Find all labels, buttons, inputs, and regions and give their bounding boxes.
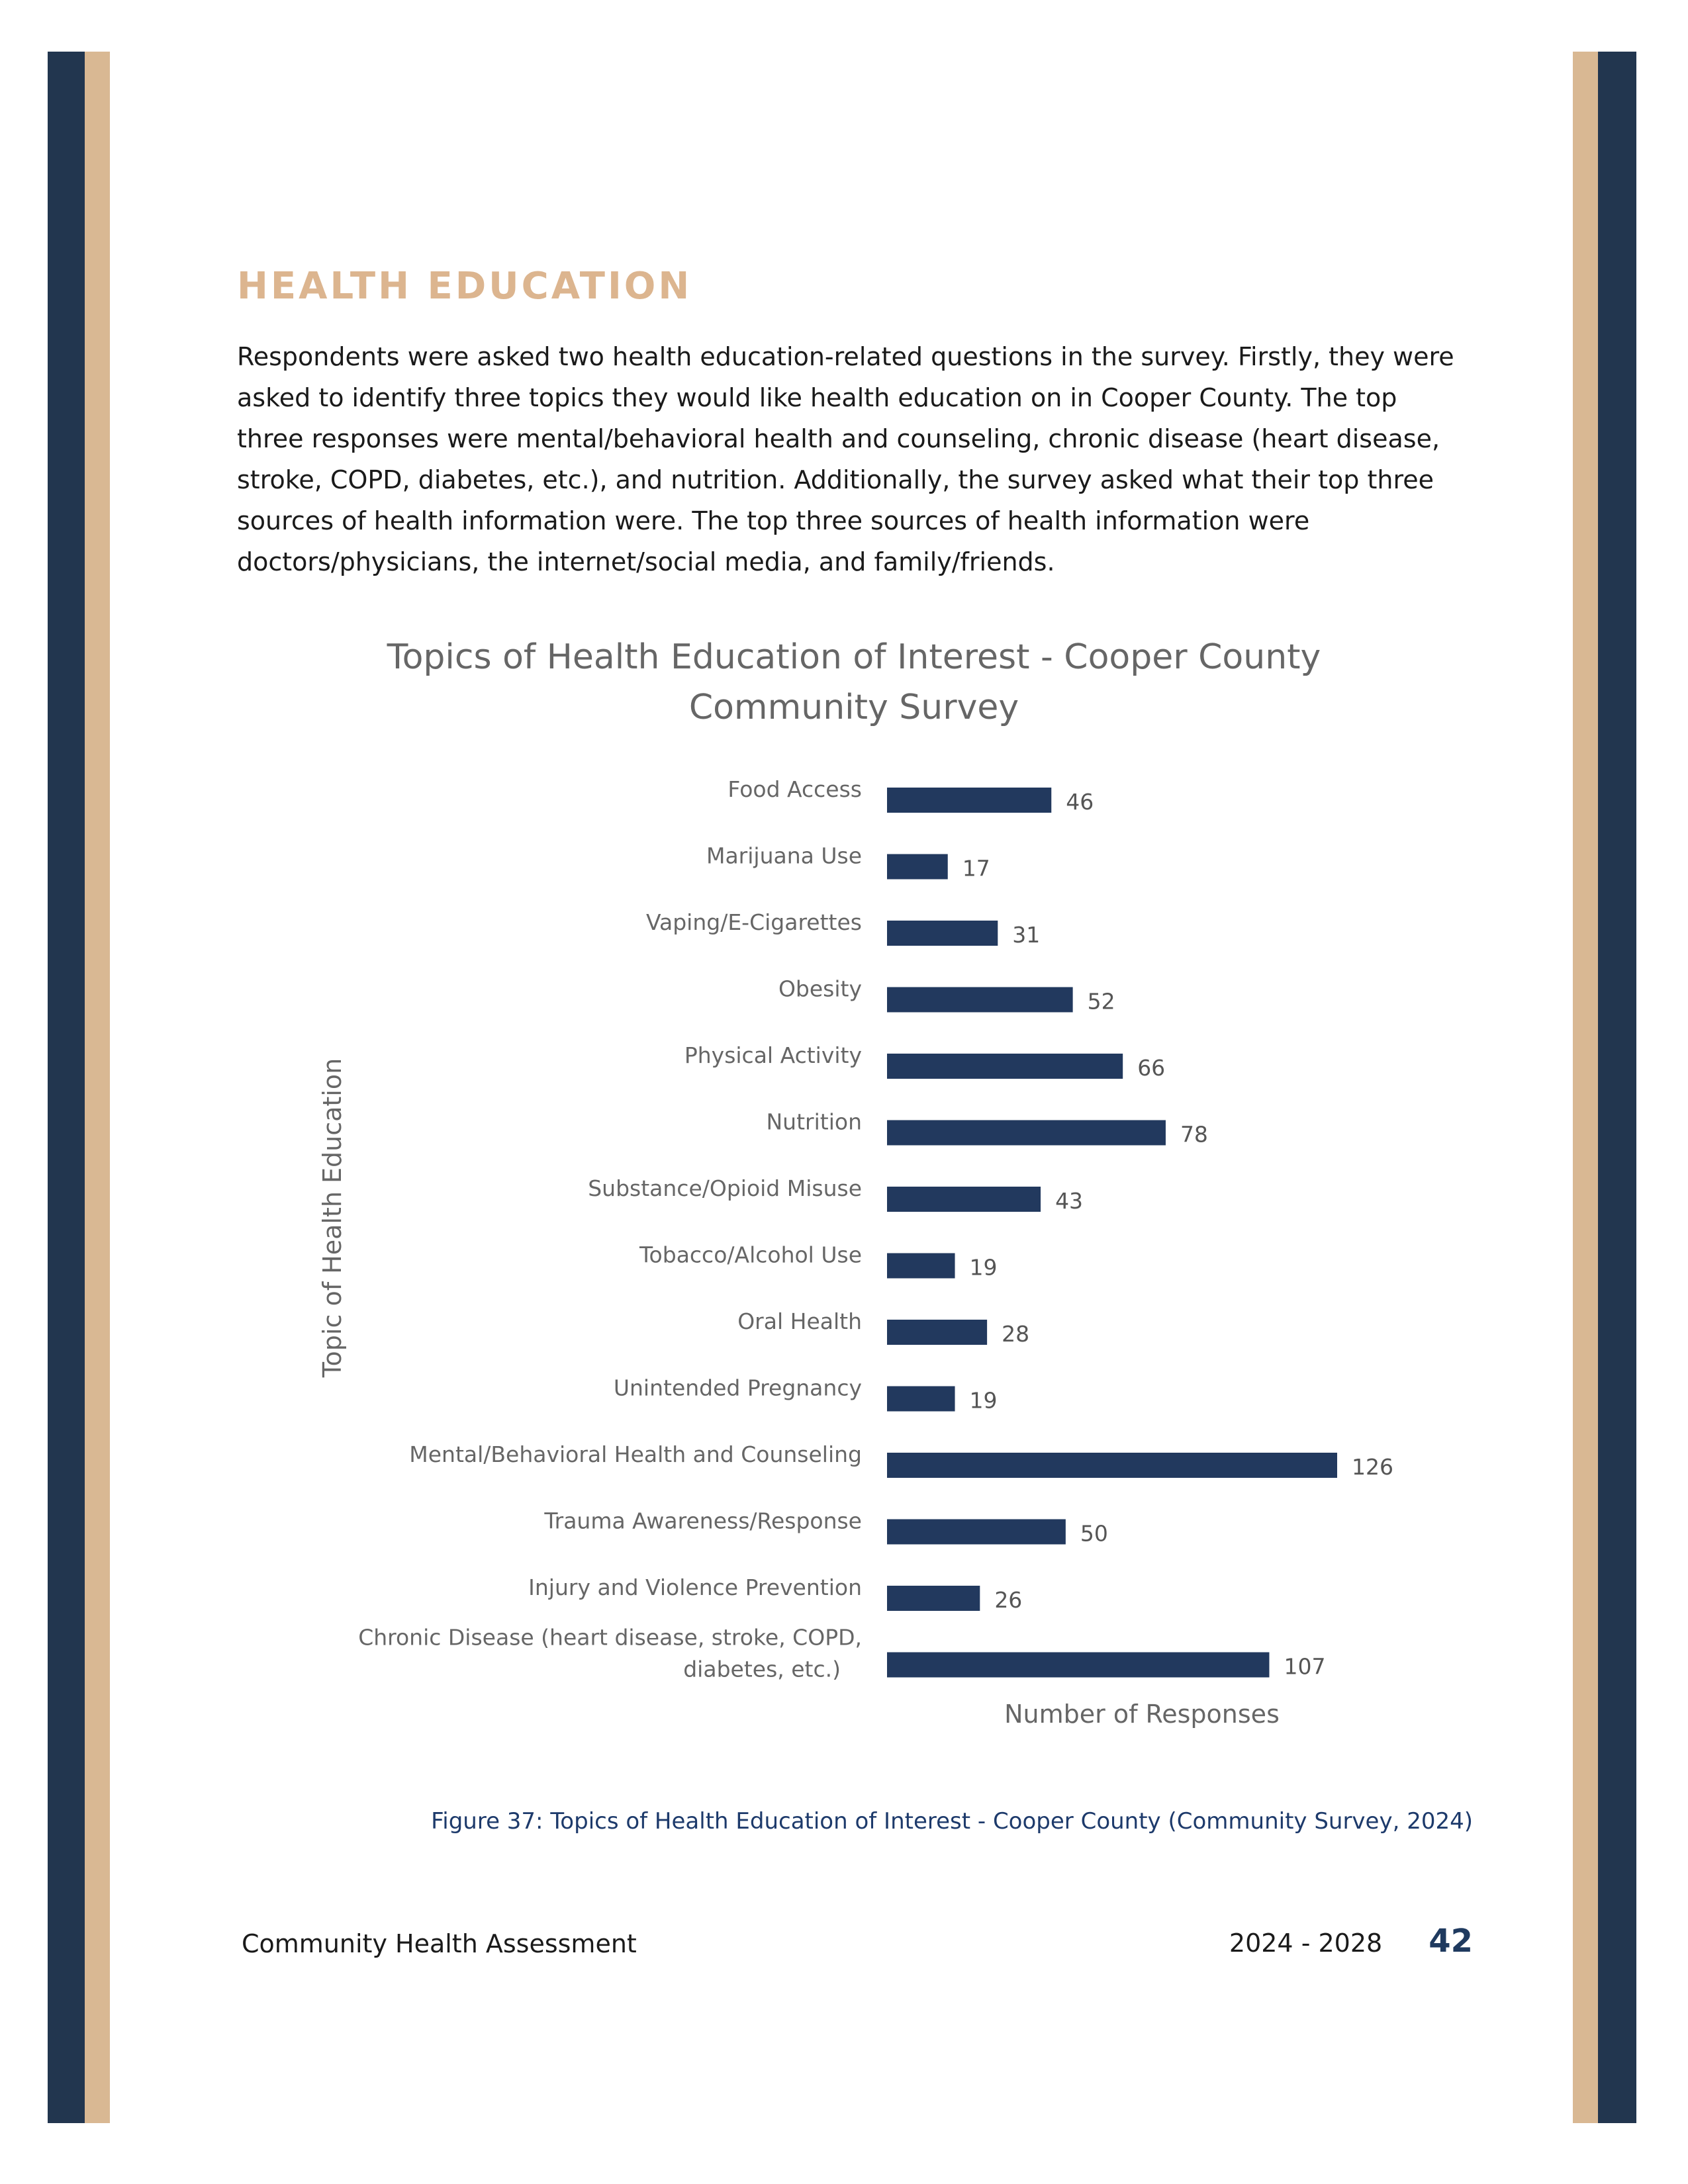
intro-paragraph: Respondents were asked two health education-related questions in the survey. Firstly, they were asked to identify three topics they would like health education on in Cooper County. The top three responses were mental/behavioral health and counseling, chronic disease (heart disease, stroke, COPD, diabetes, etc.), and nutrition. Additionally, the survey asked what their top three sources of health information were. The top three sources of health information were doctors/physicians, the internet/social media, and family/friends. [237,342,1454,576]
category-label: Unintended Pregnancy [613,1375,862,1401]
category-label: Nutrition [766,1109,862,1135]
data-label: 126 [1352,1454,1393,1480]
section-heading: HEALTH EDUCATION [237,265,692,308]
x-axis-title: Number of Responses [1004,1700,1280,1729]
category-label: Substance/Opioid Misuse [588,1175,862,1201]
bar-chart [285,754,1423,1741]
category-label: Mental/Behavioral Health and Counseling [409,1441,862,1467]
category-label: Physical Activity [684,1042,862,1068]
figure-caption: Figure 37: Topics of Health Education of Interest - Cooper County (Community Survey, 2024) [431,1808,1473,1835]
data-label: 107 [1284,1653,1326,1680]
category-label: Injury and Violence Prevention [528,1574,862,1600]
bar [887,1586,980,1611]
left-tan-stripe [85,52,110,2123]
data-label: 43 [1055,1188,1084,1214]
right-navy-stripe [1598,52,1636,2123]
bar [887,1520,1066,1545]
category-label: Obesity [778,976,862,1002]
y-axis-title: Topic of Health Education [318,1058,347,1378]
data-label: 17 [962,855,990,882]
bar [887,1453,1337,1478]
chart-title: Topics of Health Education of Interest - Cooper County Community Survey [387,637,1321,727]
bar [887,1387,955,1412]
data-label: 26 [994,1587,1023,1613]
bar [887,1054,1123,1079]
bar [887,1187,1041,1212]
bar [887,854,948,880]
page-number: 42 [1429,1923,1473,1960]
data-label: 52 [1087,988,1115,1015]
bar [887,987,1073,1013]
bar [887,1653,1269,1678]
bar [887,1253,955,1279]
left-navy-stripe [48,52,85,2123]
data-label: 28 [1002,1321,1030,1347]
footer-document-title: Community Health Assessment [242,1929,637,1958]
footer-years: 2024 - 2028 [1229,1929,1383,1958]
category-label: Trauma Awareness/Response [544,1508,862,1534]
data-label: 66 [1137,1055,1166,1081]
data-label: 78 [1180,1121,1208,1148]
bar [887,921,998,946]
category-label: Marijuana Use [706,842,862,869]
data-label: 19 [969,1387,998,1414]
category-label: Vaping/E-Cigarettes [646,909,862,935]
bar [887,1120,1166,1146]
category-label: Food Access [727,776,862,802]
bar [887,788,1051,813]
data-label: 50 [1080,1520,1108,1547]
data-label: 46 [1066,789,1094,815]
category-label: Oral Health [737,1308,862,1334]
data-label: 31 [1012,922,1041,948]
bar [887,1320,987,1345]
category-label: Tobacco/Alcohol Use [639,1242,862,1268]
category-label: Chronic Disease (heart disease, stroke, COPD, diabetes, etc.) [358,1624,862,1682]
right-tan-stripe [1573,52,1598,2123]
data-label: 19 [969,1254,998,1281]
footer-right-group [1229,1923,1473,1960]
